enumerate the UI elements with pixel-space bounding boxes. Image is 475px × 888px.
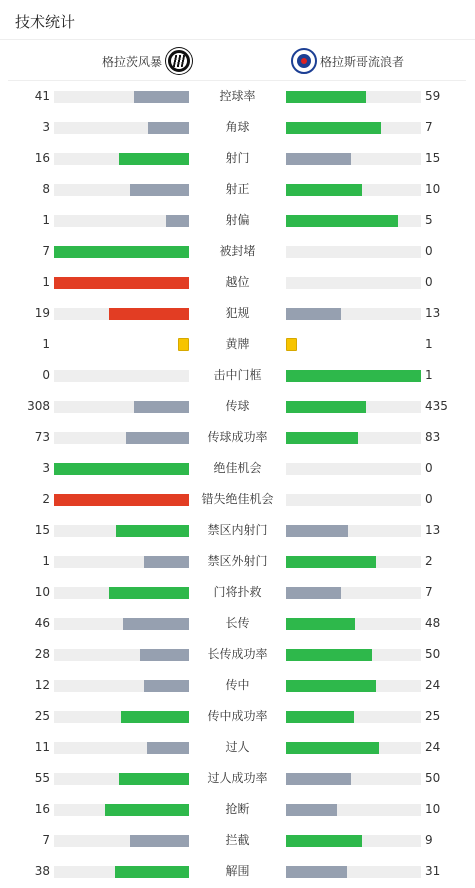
away-stat-bar-fill (286, 587, 341, 599)
away-value: 0 (425, 461, 433, 475)
away-value: 9 (425, 833, 433, 847)
home-value: 16 (34, 151, 50, 165)
home-stat-bar (54, 649, 189, 661)
away-stat-bar (286, 773, 421, 785)
home-value: 7 (42, 244, 50, 258)
home-value: 55 (34, 771, 50, 785)
home-stat-bar-fill (121, 711, 189, 723)
away-stat-bar (286, 649, 421, 661)
stat-row (0, 422, 475, 453)
home-stat-bar (54, 494, 189, 506)
away-value: 10 (425, 802, 441, 816)
stat-row (0, 143, 475, 174)
stat-row (0, 205, 475, 236)
away-stat-bar (286, 91, 421, 103)
home-value: 7 (42, 833, 50, 847)
home-value: 73 (34, 430, 50, 444)
stat-row (0, 112, 475, 143)
away-stat-bar-fill (286, 618, 355, 630)
home-stat-bar (54, 215, 189, 227)
away-stat-bar-fill (286, 680, 376, 692)
stat-row (0, 639, 475, 670)
away-stat-bar-fill (286, 153, 351, 165)
team-header (8, 41, 466, 81)
home-value: 3 (42, 120, 50, 134)
away-stat-bar (286, 432, 421, 444)
stat-label: 越位 (225, 275, 250, 289)
away-value: 13 (425, 523, 441, 537)
stat-label: 射正 (225, 182, 250, 196)
home-value: 0 (42, 368, 50, 382)
away-value: 83 (425, 430, 441, 444)
stat-label: 长传成功率 (207, 647, 268, 661)
away-stat-bar (286, 556, 421, 568)
away-value: 48 (425, 616, 441, 630)
home-value: 38 (34, 864, 50, 878)
header (0, 0, 475, 40)
away-stat-bar (286, 122, 421, 134)
stat-row (0, 825, 475, 856)
away-stat-bar-fill (286, 401, 366, 413)
away-value: 0 (425, 492, 433, 506)
away-stat-bar (286, 277, 421, 289)
home-value: 308 (27, 399, 50, 413)
away-stat-bar (286, 835, 421, 847)
away-stat-bar (286, 308, 421, 320)
away-stat-bar (286, 680, 421, 692)
home-stat-bar-fill (115, 866, 189, 878)
home-stat-bar (54, 835, 189, 847)
away-stat-bar (286, 711, 421, 723)
away-stat-bar (286, 525, 421, 537)
stat-label: 禁区内射门 (207, 523, 268, 537)
home-stat-bar (54, 246, 189, 258)
away-stat-bar (286, 246, 421, 258)
stat-row (0, 267, 475, 298)
stat-label: 射偏 (225, 213, 250, 227)
away-stat-bar-fill (286, 742, 379, 754)
away-stat-bar (286, 866, 421, 878)
away-stat-bar (286, 153, 421, 165)
away-value: 1 (425, 337, 433, 351)
stat-label: 被封堵 (219, 244, 256, 258)
stat-label: 黄牌 (225, 337, 250, 351)
away-stat-bar (286, 804, 421, 816)
stat-label: 传球 (225, 399, 250, 413)
home-stat-bar-fill (119, 153, 189, 165)
home-value: 41 (34, 89, 50, 103)
away-value: 2 (425, 554, 433, 568)
home-value: 1 (42, 275, 50, 289)
stat-row (0, 298, 475, 329)
away-team[interactable] (291, 48, 404, 74)
stat-row (0, 174, 475, 205)
away-stat-bar-fill (286, 91, 366, 103)
stat-row (0, 546, 475, 577)
away-stat-bar-fill (286, 556, 376, 568)
stat-label: 错失绝佳机会 (201, 492, 274, 506)
home-stat-bar (54, 680, 189, 692)
stat-label: 禁区外射门 (207, 554, 268, 568)
away-stat-bar-fill (286, 804, 337, 816)
away-value: 24 (425, 678, 441, 692)
home-stat-bar (54, 587, 189, 599)
home-stat-bar-fill (109, 308, 189, 320)
stat-row (0, 453, 475, 484)
stat-row (0, 732, 475, 763)
home-team[interactable] (102, 48, 192, 74)
stat-row (0, 608, 475, 639)
home-yellow-card-icon (178, 338, 189, 351)
away-stat-bar (286, 370, 421, 382)
home-stat-bar-fill (140, 649, 189, 661)
home-value: 10 (34, 585, 50, 599)
home-value: 46 (34, 616, 50, 630)
home-stat-bar-fill (147, 742, 189, 754)
page-title: 技术统计 (15, 13, 76, 31)
home-stat-bar-fill (144, 556, 189, 568)
away-value: 7 (425, 585, 433, 599)
home-stat-bar (54, 184, 189, 196)
stat-label: 门将扑救 (213, 585, 262, 599)
away-stat-bar-fill (286, 184, 362, 196)
home-stat-bar (54, 773, 189, 785)
away-value: 24 (425, 740, 441, 754)
home-value: 15 (34, 523, 50, 537)
home-value: 1 (42, 337, 50, 351)
home-stat-bar (54, 525, 189, 537)
home-stat-bar-fill (116, 525, 189, 537)
away-stat-bar-fill (286, 215, 398, 227)
stat-label: 犯规 (225, 306, 250, 320)
away-stat-bar (286, 463, 421, 475)
away-team-name: 格拉斯哥流浪者 (320, 54, 405, 69)
away-value: 59 (425, 89, 441, 103)
home-stat-bar-fill (54, 463, 189, 475)
away-stat-bar-fill (286, 773, 351, 785)
stat-row (0, 515, 475, 546)
stat-label: 传中成功率 (207, 709, 268, 723)
home-stat-bar-fill (134, 401, 189, 413)
home-value: 8 (42, 182, 50, 196)
stat-row (0, 484, 475, 515)
away-value: 13 (425, 306, 441, 320)
stat-row (0, 670, 475, 701)
home-stat-bar (54, 401, 189, 413)
stat-label: 射门 (225, 151, 250, 165)
stat-label: 解围 (225, 864, 250, 878)
stat-label: 传中 (225, 678, 250, 692)
stat-row (0, 81, 475, 112)
home-stat-bar (54, 308, 189, 320)
home-value: 12 (34, 678, 50, 692)
stat-label: 过人成功率 (207, 771, 268, 785)
away-stat-bar (286, 184, 421, 196)
home-stat-bar-fill (148, 122, 189, 134)
away-stat-bar-fill (286, 525, 348, 537)
home-stat-bar (54, 277, 189, 289)
home-value: 2 (42, 492, 50, 506)
home-stat-bar-fill (130, 184, 189, 196)
away-stat-bar (286, 215, 421, 227)
away-value: 50 (425, 647, 441, 661)
away-value: 25 (425, 709, 441, 723)
home-stat-bar-fill (166, 215, 189, 227)
home-stat-bar (54, 618, 189, 630)
stat-row (0, 763, 475, 794)
home-stat-bar (54, 153, 189, 165)
home-value: 11 (34, 740, 50, 754)
home-stat-bar-fill (54, 246, 189, 258)
away-stat-bar-fill (286, 835, 362, 847)
away-value: 0 (425, 244, 433, 258)
stat-label: 抢断 (225, 802, 250, 816)
home-value: 3 (42, 461, 50, 475)
home-value: 28 (34, 647, 50, 661)
home-stat-bar (54, 432, 189, 444)
home-stat-bar-fill (54, 494, 189, 506)
away-value: 435 (425, 399, 448, 413)
away-stat-bar (286, 587, 421, 599)
home-value: 19 (34, 306, 50, 320)
away-stat-bar-fill (286, 432, 358, 444)
stat-row (0, 856, 475, 887)
home-stat-bar (54, 866, 189, 878)
stat-label: 传球成功率 (207, 430, 268, 444)
away-stat-bar (286, 401, 421, 413)
home-stat-bar-fill (119, 773, 189, 785)
home-stat-bar (54, 556, 189, 568)
stat-label: 长传 (225, 616, 250, 630)
away-stat-bar-fill (286, 122, 381, 134)
home-stat-bar-fill (134, 91, 189, 103)
home-stat-bar-fill (126, 432, 189, 444)
away-stat-bar-fill (286, 649, 372, 661)
home-stat-bar-fill (123, 618, 189, 630)
home-stat-bar (54, 742, 189, 754)
home-value: 25 (34, 709, 50, 723)
home-stat-bar-fill (54, 277, 189, 289)
away-value: 31 (425, 864, 441, 878)
away-value: 10 (425, 182, 441, 196)
stat-label: 拦截 (225, 833, 250, 847)
home-stat-bar (54, 463, 189, 475)
home-stat-bar (54, 711, 189, 723)
away-value: 7 (425, 120, 433, 134)
away-stat-bar-fill (286, 308, 341, 320)
stat-row (0, 329, 475, 360)
stat-row (0, 794, 475, 825)
stat-label: 角球 (225, 120, 250, 134)
away-value: 50 (425, 771, 441, 785)
stat-row (0, 360, 475, 391)
stat-label: 绝佳机会 (213, 461, 262, 475)
rangers-crest-icon (291, 48, 317, 74)
away-stat-bar-fill (286, 370, 421, 382)
away-value: 1 (425, 368, 433, 382)
home-value: 1 (42, 213, 50, 227)
stat-row (0, 391, 475, 422)
away-stat-bar (286, 494, 421, 506)
away-stat-bar-fill (286, 866, 347, 878)
home-stat-bar (54, 91, 189, 103)
away-yellow-card-icon (286, 338, 297, 351)
stat-label: 击中门框 (213, 368, 262, 382)
stat-row (0, 701, 475, 732)
home-stat-bar (54, 370, 189, 382)
away-stat-bar (286, 742, 421, 754)
home-stat-bar-fill (144, 680, 189, 692)
stat-label: 控球率 (219, 89, 256, 103)
stat-label: 过人 (225, 740, 250, 754)
home-stat-bar (54, 122, 189, 134)
home-team-name: 格拉茨风暴 (102, 54, 163, 69)
away-stat-bar (286, 618, 421, 630)
stat-row (0, 577, 475, 608)
home-stat-bar-fill (105, 804, 189, 816)
home-value: 16 (34, 802, 50, 816)
stat-row (0, 236, 475, 267)
away-stat-bar-fill (286, 711, 354, 723)
home-stat-bar-fill (130, 835, 189, 847)
home-value: 1 (42, 554, 50, 568)
away-value: 5 (425, 213, 433, 227)
home-stat-bar-fill (109, 587, 189, 599)
sturm-graz-crest-icon (166, 48, 192, 74)
stats-list (0, 81, 475, 887)
away-value: 0 (425, 275, 433, 289)
away-value: 15 (425, 151, 441, 165)
home-stat-bar (54, 804, 189, 816)
